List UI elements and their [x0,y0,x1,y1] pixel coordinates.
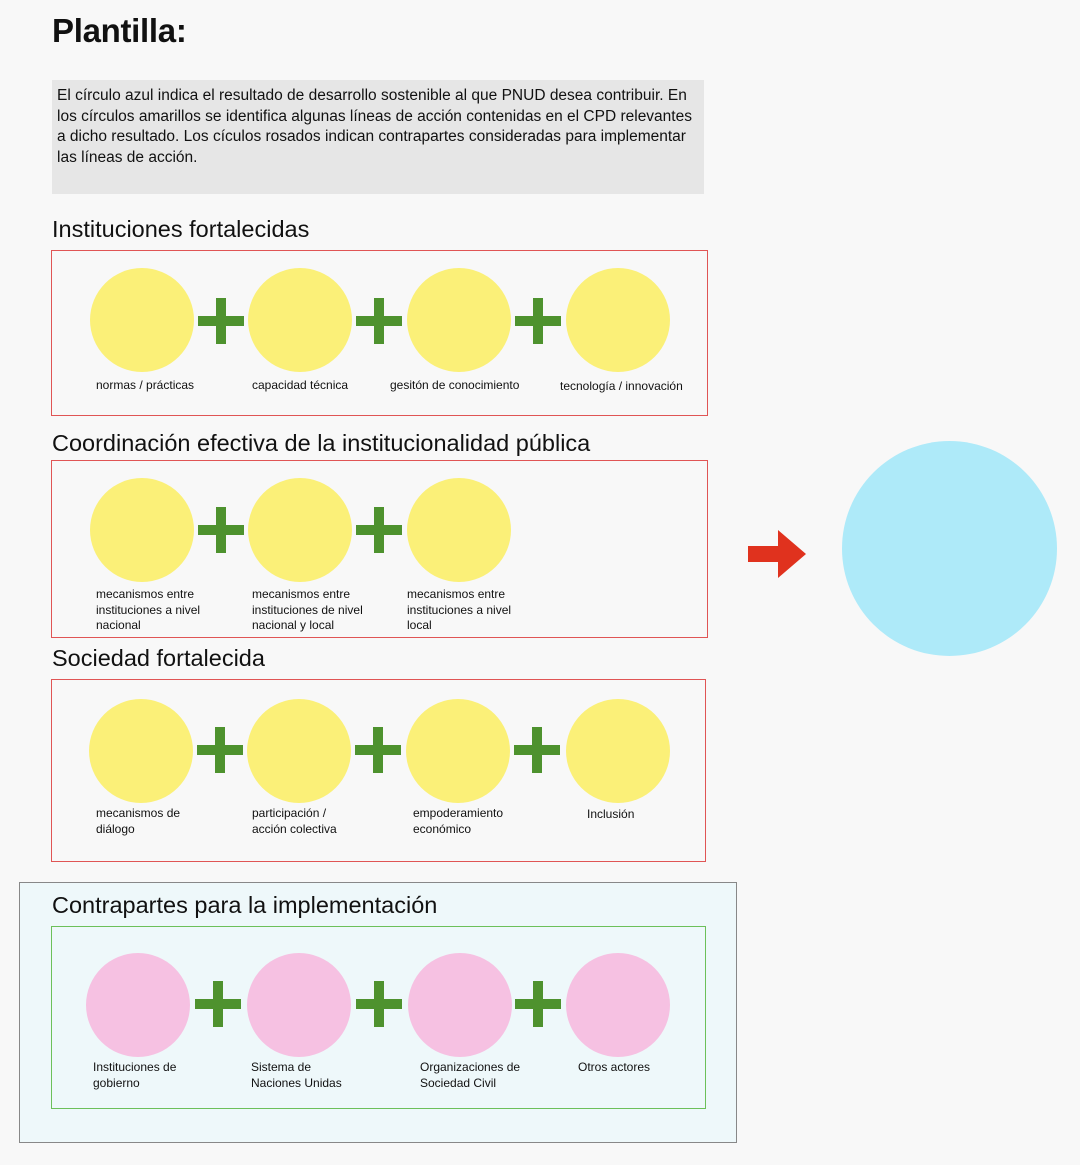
action-label: mecanismos de diálogo [96,806,181,836]
section-title-sociedad: Sociedad fortalecida [52,645,265,671]
plus-icon [198,298,244,344]
counterpart-label: Otros actores [578,1060,651,1074]
action-circle [248,268,352,372]
action-circle [407,268,511,372]
action-label: capacidad técnica [252,378,349,392]
plus-icon [356,507,402,553]
counterpart-circle [86,953,190,1057]
plus-icon [197,727,243,773]
action-circle [566,699,670,803]
section-title-coordinacion: Coordinación efectiva de la institucionalidad pública [52,430,591,456]
action-circle [406,699,510,803]
action-label: tecnología / innovación [560,379,683,393]
counterpart-label: Organizaciones de Sociedad Civil [420,1060,521,1090]
counterpart-circle [566,953,670,1057]
action-circle [247,699,351,803]
action-label: normas / prácticas [96,378,195,392]
action-label: Inclusión [587,807,635,821]
action-label: mecanismos entre instituciones a nivel local [407,587,512,632]
action-circle [89,699,193,803]
action-circle [248,478,352,582]
plus-icon [195,981,241,1027]
action-circle [90,268,194,372]
explanation-text: El círculo azul indica el resultado de desarrollo sostenible al que PNUD desea contribuir. En los círculos amarillos se identifica algunas líneas de acción contenidas en el CPD relevantes a dicho resultado. Los cículos rosados indican contrapartes consideradas para implementar las líneas de acción. [57,87,692,166]
plus-icon [356,298,402,344]
section-title-contrapartes: Contrapartes para la implementación [52,892,438,918]
plus-icon [356,981,402,1027]
plus-icon [514,727,560,773]
page-title: Plantilla: [52,12,187,49]
action-circle [407,478,511,582]
action-label: gesitón de conocimiento [390,378,520,392]
counterpart-label: Sistema de Naciones Unidas [251,1060,342,1090]
action-label: mecanismos entre instituciones a nivel nacional [96,587,201,632]
plus-icon [355,727,401,773]
plus-icon [515,981,561,1027]
explanation-note [52,80,704,194]
action-label: mecanismos entre instituciones de nivel nacional y local [252,587,363,632]
counterpart-circle [408,953,512,1057]
plus-icon [198,507,244,553]
action-label: participación / acción colectiva [252,806,337,836]
action-circle [90,478,194,582]
counterpart-circle [247,953,351,1057]
action-label: empoderamiento económico [413,806,504,836]
counterpart-label: Instituciones de gobierno [93,1060,177,1090]
section-title-instituciones: Instituciones fortalecidas [52,216,310,242]
arrow-right-icon [748,526,808,582]
action-circle [566,268,670,372]
plus-icon [515,298,561,344]
development-result-circle [842,441,1057,656]
